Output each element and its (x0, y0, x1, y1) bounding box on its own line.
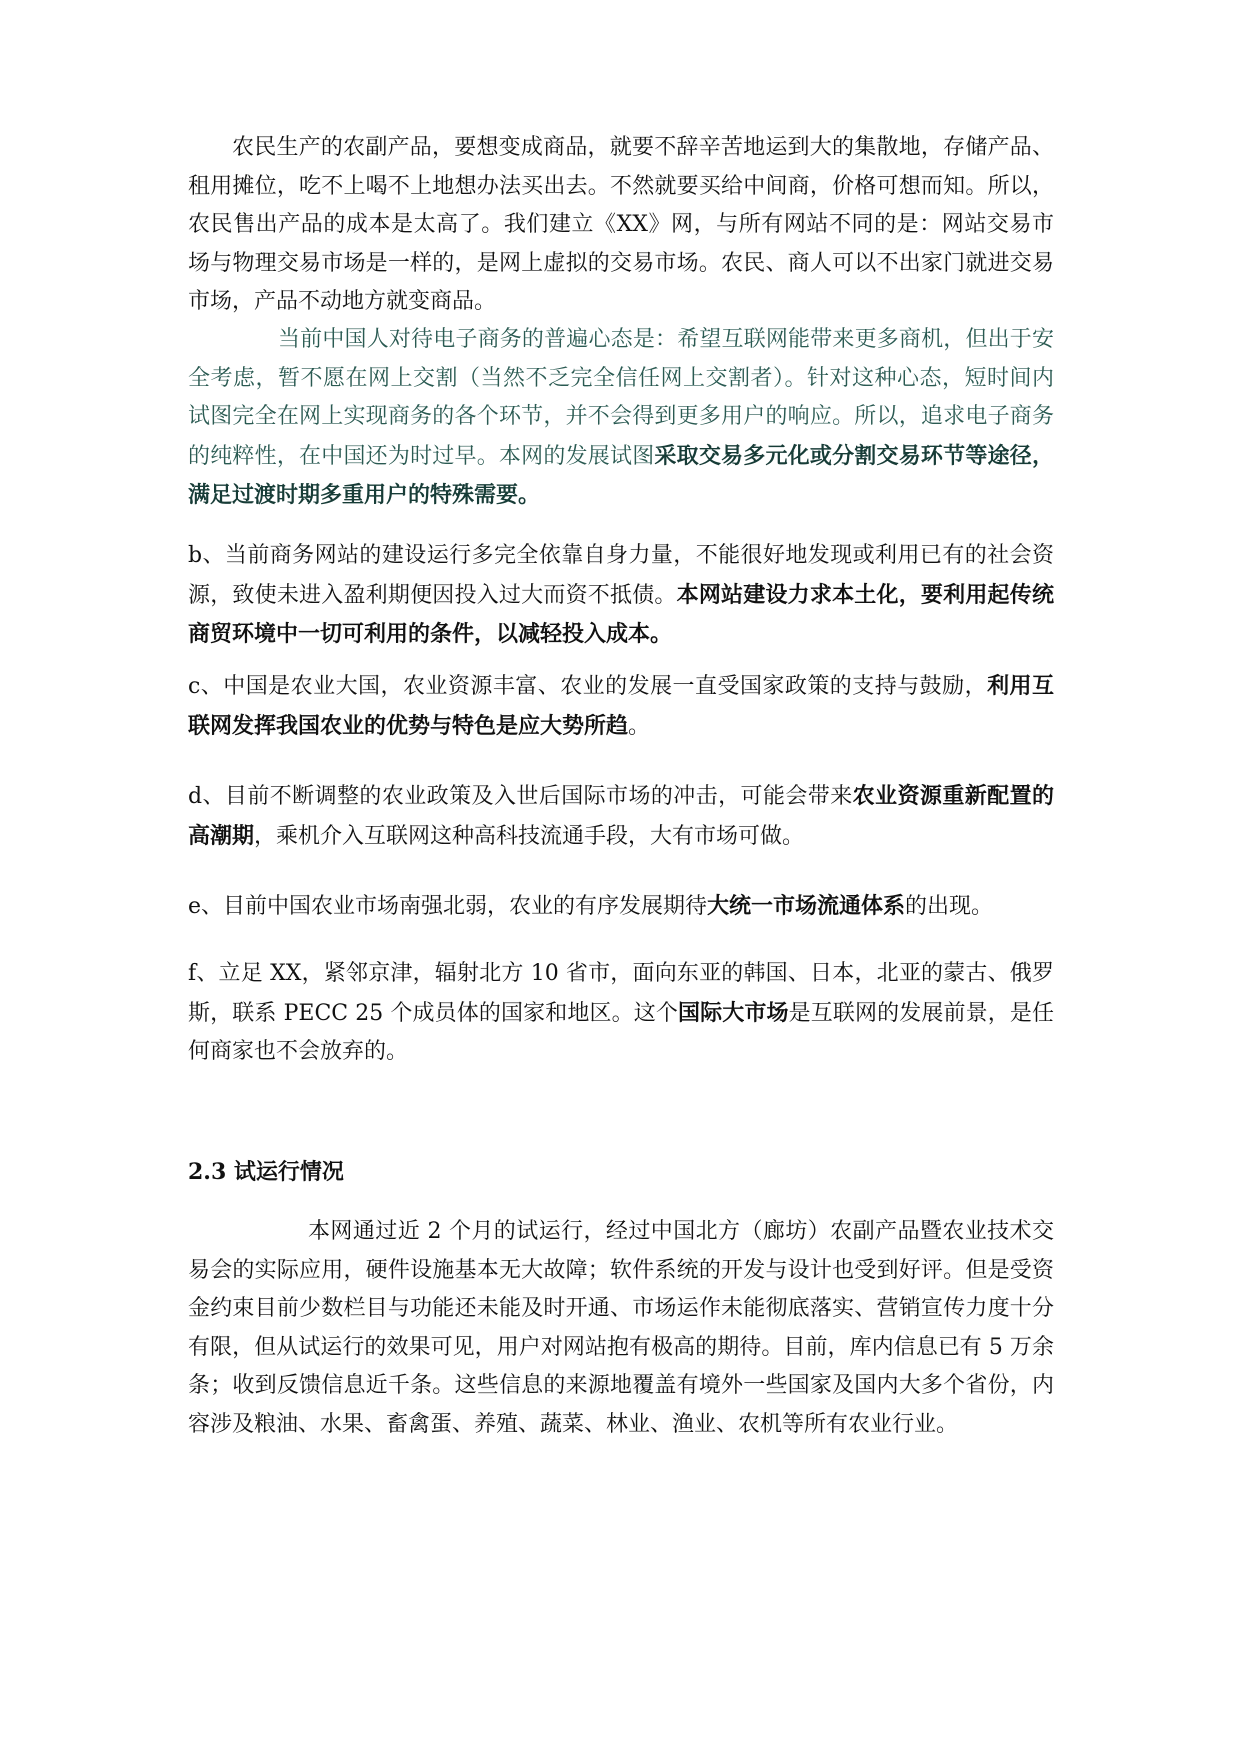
paragraph-farmers-intro (188, 129, 1054, 322)
paragraph-bold-text: 大统一市场流通体系 (707, 893, 906, 919)
paragraph-point-b (188, 537, 1054, 655)
paragraph-text: 本网通过近 2 个月的试运行，经过中国北方（廊坊）农副产品暨农业技术交易会的实际应用，硬件设施基本无大故障；软件系统的开发与设计也受到好评。但是受资金约束目前少数栏目与功能还未能及时开通、市场运作未能彻底落实、营销宣传力度十分有限，但从试运行的效果可见，用户对网站抱有极高的期待。目前，库内信息已有 5 万余条；收到反馈信息近千条。这些信息的来源地覆盖有境外一些国家及国内大多个省份，内容涉及粮油、水果、畜禽蛋、养殖、蔬菜、林业、渔业、农机等所有农业行业。 (188, 1219, 1054, 1437)
section-heading-text: 2.3 试运行情况 (188, 1159, 344, 1185)
paragraph-text: b、当前商务网站的建设运行多完全依靠自身力量，不能很好地发现或利用已有的社会资源，致使未进入盈利期便因投入过大而资不抵债。 (188, 543, 1054, 608)
paragraph-point-c (188, 667, 1054, 746)
paragraph-point-e (188, 887, 1054, 927)
paragraph-text: e、目前中国农业市场南强北弱，农业的有序发展期待 (188, 894, 708, 919)
paragraph-text: 的出现。 (905, 894, 994, 919)
paragraph-text: 农民生产的农副产品，要想变成商品，就要不辞辛苦地运到大的集散地，存储产品、租用摊位，吃不上喝不上地想办法买出去。不然就要买给中间商，价格可想而知。所以，农民售出产品的成本是太高了。我们建立《XX》网，与所有网站不同的是：网站交易市场与物理交易市场是一样的，是网上虚拟的交易市场。农民、商人可以不出家门就进交易市场，产品不动地方就变商品。 (188, 135, 1054, 315)
paragraph-text: 当前中国人对待电子商务的普遍心态是：希望互联网能带来更多商机，但出于安全考虑，暂不愿在网上交割（当然不乏完全信任网上交割者）。针对这种心态，短时间内试图完全在网上实现商务的各个环节，并不会得到更多用户的响应。所以，追求电子商务的纯粹性，在中国还为时过早。本网的发展试图 (188, 327, 1054, 469)
paragraph-bold-text: 国际大市场 (677, 999, 789, 1026)
paragraph-bold-text: 农业资源重新配置的高潮期 (188, 783, 1054, 849)
paragraph-bold-text: 利用互联网发挥我国农业的优势与特色是应大势所趋 (188, 673, 1054, 739)
paragraph-text: 是互联网的发展前景，是任何商家也不会放弃的。 (188, 1000, 1054, 1065)
paragraph-text: ，乘机介入互联网这种高科技流通手段，大有市场可做。 (254, 823, 805, 849)
paragraph-text: f、立足 XX，紧邻京津，辐射北方 10 省市，面向东亚的韩国、日本，北亚的蒙古、俄罗斯，联系 PECC 25 个成员体的国家和地区。这个 (188, 961, 1054, 1026)
paragraph-trial-operation (188, 1213, 1054, 1445)
section-heading (188, 1157, 344, 1187)
paragraph-point-f (188, 955, 1054, 1072)
paragraph-text: c、中国是农业大国，农业资源丰富、农业的发展一直受国家政策的支持与鼓励， (188, 674, 988, 699)
paragraph-ecommerce-mindset (188, 321, 1054, 516)
paragraph-text: d、目前不断调整的农业政策及入世后国际市场的冲击，可能会带来 (188, 784, 853, 809)
paragraph-text: 。 (628, 713, 651, 739)
paragraph-point-d (188, 777, 1054, 856)
paragraph-bold-text: 采取交易多元化或分割交易环节等途径，满足过渡时期多重用户的特殊需要。 (188, 442, 1054, 509)
paragraph-bold-text: 本网站建设力求本土化，要利用起传统商贸环境中一切可利用的条件，以减轻投入成本。 (188, 581, 1054, 648)
